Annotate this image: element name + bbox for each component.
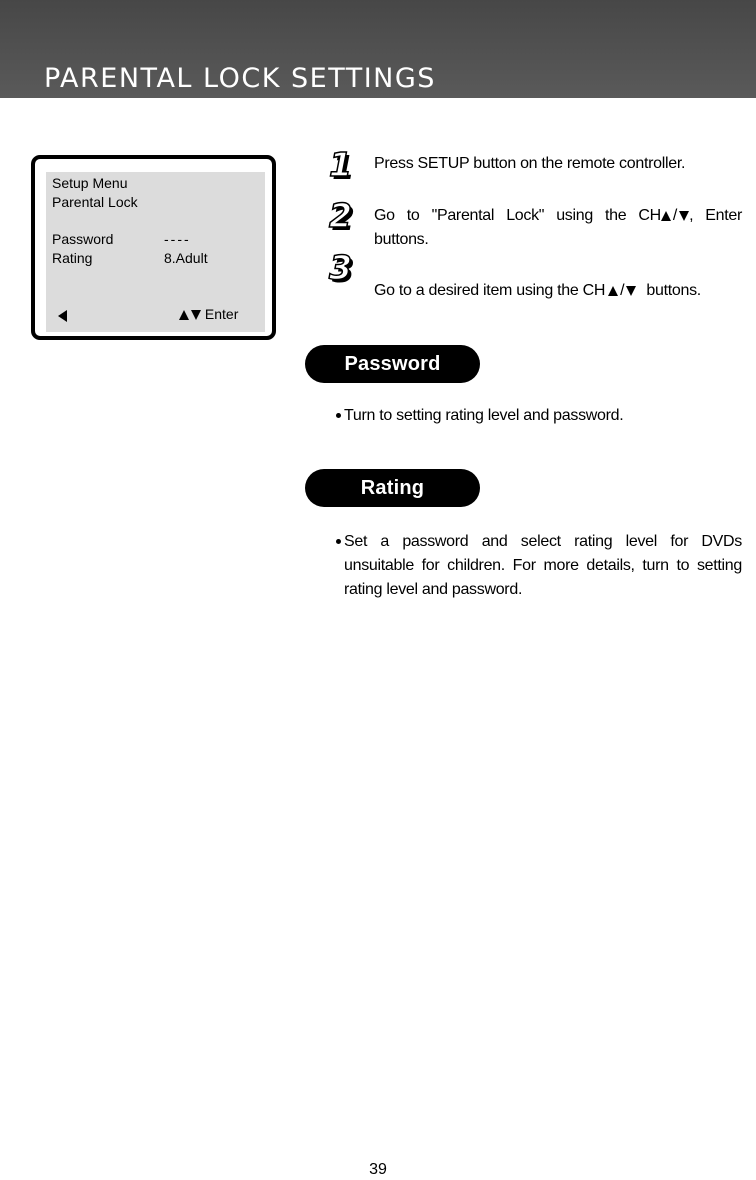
down-arrow-icon	[626, 286, 636, 296]
password-bullet	[336, 404, 742, 428]
bullet-icon	[336, 413, 341, 418]
step-2-text-after: , Enter buttons.	[374, 207, 742, 248]
left-arrow-icon	[58, 310, 67, 322]
menu-subtitle: Parental Lock	[52, 194, 138, 210]
tv-screen-illustration	[31, 155, 276, 340]
rating-bullet-text: Set a password and select rating level for DVDs unsuitable for children. For more details, turn to setting rating level and password.	[344, 533, 742, 598]
enter-label: Enter	[204, 306, 239, 322]
page-header	[0, 0, 756, 98]
step-text-1: Press SETUP button on the remote controller.	[374, 155, 686, 172]
step-number-1: 1	[329, 145, 352, 184]
menu-title: Setup Menu	[52, 175, 128, 191]
rating-label: Rating	[52, 250, 93, 266]
step-number-3: 3	[329, 248, 352, 287]
down-arrow-icon	[191, 310, 201, 320]
rating-value: 8.Adult	[164, 250, 208, 266]
password-bullet-text: Turn to setting rating level and password.	[344, 407, 624, 424]
step-text-2: Go to "Parental Lock" using the CH / , Enter buttons.	[374, 207, 742, 248]
osd-menu	[46, 172, 265, 332]
page-title: PARENTAL LOCK SETTINGS	[44, 63, 436, 94]
rating-section-heading: Rating	[305, 469, 480, 507]
page-number: 39	[369, 1161, 387, 1178]
password-label: Password	[52, 231, 114, 247]
enter-hint	[179, 305, 238, 324]
up-arrow-icon	[608, 286, 618, 296]
step-2-text-before: Go to "Parental Lock" using the CH	[374, 207, 661, 224]
password-value: ----	[164, 231, 191, 247]
down-arrow-icon	[679, 211, 689, 221]
step-text-3: Go to a desired item using the CH / buttons.	[374, 282, 701, 299]
up-arrow-icon	[179, 310, 189, 320]
step-3-text-after: buttons.	[642, 282, 701, 299]
password-section-heading: Password	[305, 345, 480, 383]
rating-bullet	[336, 530, 742, 602]
up-arrow-icon	[661, 211, 671, 221]
step-3-text-before: Go to a desired item using the CH	[374, 282, 606, 299]
step-number-2: 2	[329, 196, 352, 235]
bullet-icon	[336, 539, 341, 544]
